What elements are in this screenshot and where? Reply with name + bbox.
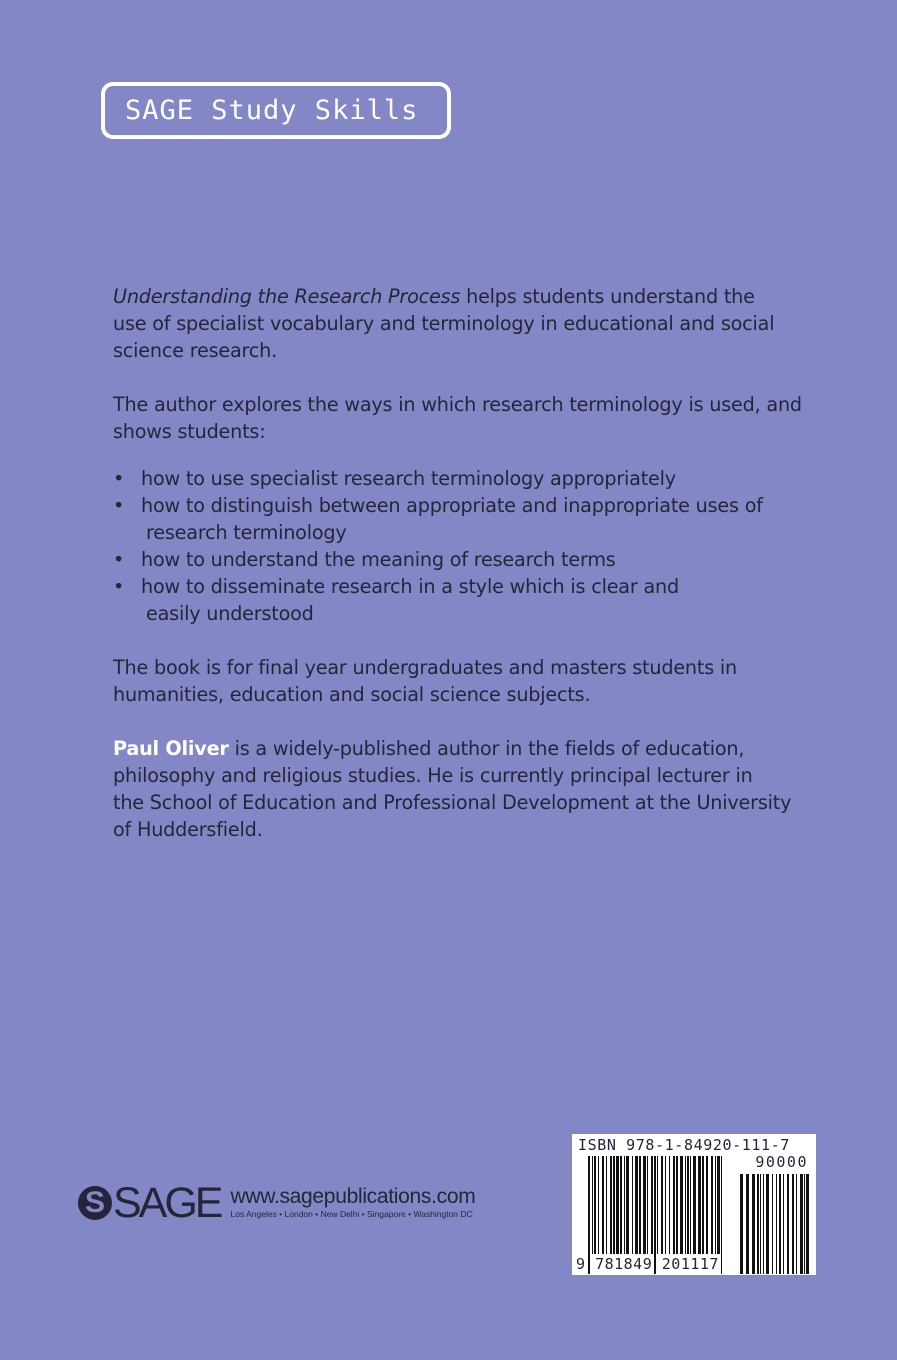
sage-wordmark: SAGE xyxy=(113,1179,221,1227)
author-line: the School of Education and Professional Development at the University xyxy=(113,791,792,814)
barcode-bar xyxy=(651,1156,653,1254)
list-item: • how to understand the meaning of research terms xyxy=(113,546,833,573)
barcode-bar xyxy=(673,1156,675,1254)
author-name: Paul Oliver xyxy=(113,737,229,760)
addon-bar xyxy=(776,1174,777,1274)
addon-bar xyxy=(740,1174,743,1274)
book-title: Understanding the Research Process xyxy=(113,285,461,308)
barcode-bar xyxy=(676,1156,678,1254)
ean-digits: 9 781849 201117 xyxy=(576,1255,719,1273)
addon-bar xyxy=(766,1174,769,1274)
barcode-bar xyxy=(598,1156,599,1254)
barcode-bar xyxy=(620,1156,622,1254)
barcode-bar xyxy=(702,1156,704,1254)
barcode-bar xyxy=(647,1156,648,1254)
barcode-bar xyxy=(711,1156,713,1254)
publisher-logo xyxy=(78,1179,476,1227)
list-item: • how to distinguish between appropriate and inappropriate uses of research terminology xyxy=(113,492,833,546)
addon-bar xyxy=(796,1174,797,1274)
sage-s-icon: S xyxy=(78,1186,112,1220)
addon-bar xyxy=(806,1174,809,1274)
barcode-bar xyxy=(594,1156,596,1254)
author-line: philosophy and religious studies. He is currently principal lecturer in xyxy=(113,764,753,787)
barcode-bar xyxy=(643,1156,646,1254)
barcode-bar xyxy=(602,1156,604,1254)
barcode-bar xyxy=(616,1156,619,1254)
list-item-text: research terminology xyxy=(146,521,347,544)
barcode-bar xyxy=(624,1156,625,1254)
barcode-bar xyxy=(606,1156,607,1254)
audience-line: The book is for final year undergraduates and masters students in xyxy=(113,656,738,679)
explore-paragraph xyxy=(113,391,833,445)
barcode-bar xyxy=(669,1156,670,1254)
barcode-bar xyxy=(687,1156,689,1254)
addon-bar xyxy=(752,1174,755,1274)
barcode-bar xyxy=(626,1156,629,1254)
addon-bar xyxy=(787,1174,789,1274)
barcode-bar xyxy=(715,1156,716,1254)
barcode-bar xyxy=(657,1156,658,1254)
barcode-bar xyxy=(680,1156,683,1254)
addon-bar xyxy=(792,1174,794,1274)
list-item: • how to disseminate research in a style which is clear and easily understood xyxy=(113,573,833,627)
explore-line: shows students: xyxy=(113,420,266,443)
addon-code: 90000 xyxy=(755,1153,808,1171)
addon-bar xyxy=(746,1174,749,1274)
barcode-bar xyxy=(693,1156,696,1254)
publisher-url: www.sagepublications.com xyxy=(230,1185,476,1208)
list-item-text: how to use specialist research terminology appropriately xyxy=(141,467,676,490)
barcode-bar xyxy=(592,1156,593,1254)
isbn-barcode xyxy=(572,1134,816,1275)
intro-line: use of specialist vocabulary and terminology in educational and social xyxy=(113,312,775,335)
isbn-text: ISBN 978-1-84920-111-7 xyxy=(578,1136,790,1154)
addon-bar xyxy=(763,1174,764,1274)
barcode-bar xyxy=(613,1156,615,1254)
addon-bar xyxy=(779,1174,781,1274)
author-paragraph xyxy=(113,735,833,843)
barcode-bar xyxy=(706,1156,708,1254)
barcode-bar xyxy=(685,1156,686,1254)
audience-paragraph xyxy=(113,654,833,708)
barcode-bar xyxy=(690,1156,691,1254)
author-line: is a widely-published author in the fields of education, xyxy=(228,737,745,760)
barcode-bar xyxy=(610,1156,612,1254)
addon-bar xyxy=(772,1174,773,1274)
blurb xyxy=(113,283,833,870)
intro-line: science research. xyxy=(113,339,278,362)
addon-bar xyxy=(800,1174,803,1274)
list-item: • how to use specialist research terminology appropriately xyxy=(113,465,833,492)
addon-bar xyxy=(757,1174,759,1274)
bullet-list xyxy=(113,465,833,627)
barcode-bar xyxy=(717,1156,720,1254)
series-badge: SAGE Study Skills xyxy=(101,82,451,139)
list-item-text: easily understood xyxy=(146,602,314,625)
addon-bar xyxy=(783,1174,784,1274)
barcode-bar xyxy=(661,1156,663,1254)
publisher-cities: Los Angeles • London • New Delhi • Singapore • Washington DC xyxy=(230,1209,473,1219)
list-item-text: how to disseminate research in a style which is clear and xyxy=(141,575,679,598)
barcode-bar xyxy=(635,1156,638,1254)
barcode-bar xyxy=(721,1156,722,1274)
list-item-text: how to understand the meaning of research terms xyxy=(141,548,616,571)
barcode-bar xyxy=(632,1156,633,1254)
addon-bar xyxy=(760,1174,761,1274)
barcode-bar xyxy=(639,1156,641,1254)
audience-line: humanities, education and social science subjects. xyxy=(113,683,591,706)
barcode-bar xyxy=(665,1156,666,1254)
list-item-text: how to distinguish between appropriate and inappropriate uses of xyxy=(141,494,763,517)
intro-line: helps students understand the xyxy=(460,285,755,308)
explore-line: The author explores the ways in which research terminology is used, and xyxy=(113,393,802,416)
barcode-bar xyxy=(698,1156,701,1254)
author-line: of Huddersfield. xyxy=(113,818,263,841)
addon-bar xyxy=(804,1174,805,1274)
intro-paragraph xyxy=(113,283,833,364)
